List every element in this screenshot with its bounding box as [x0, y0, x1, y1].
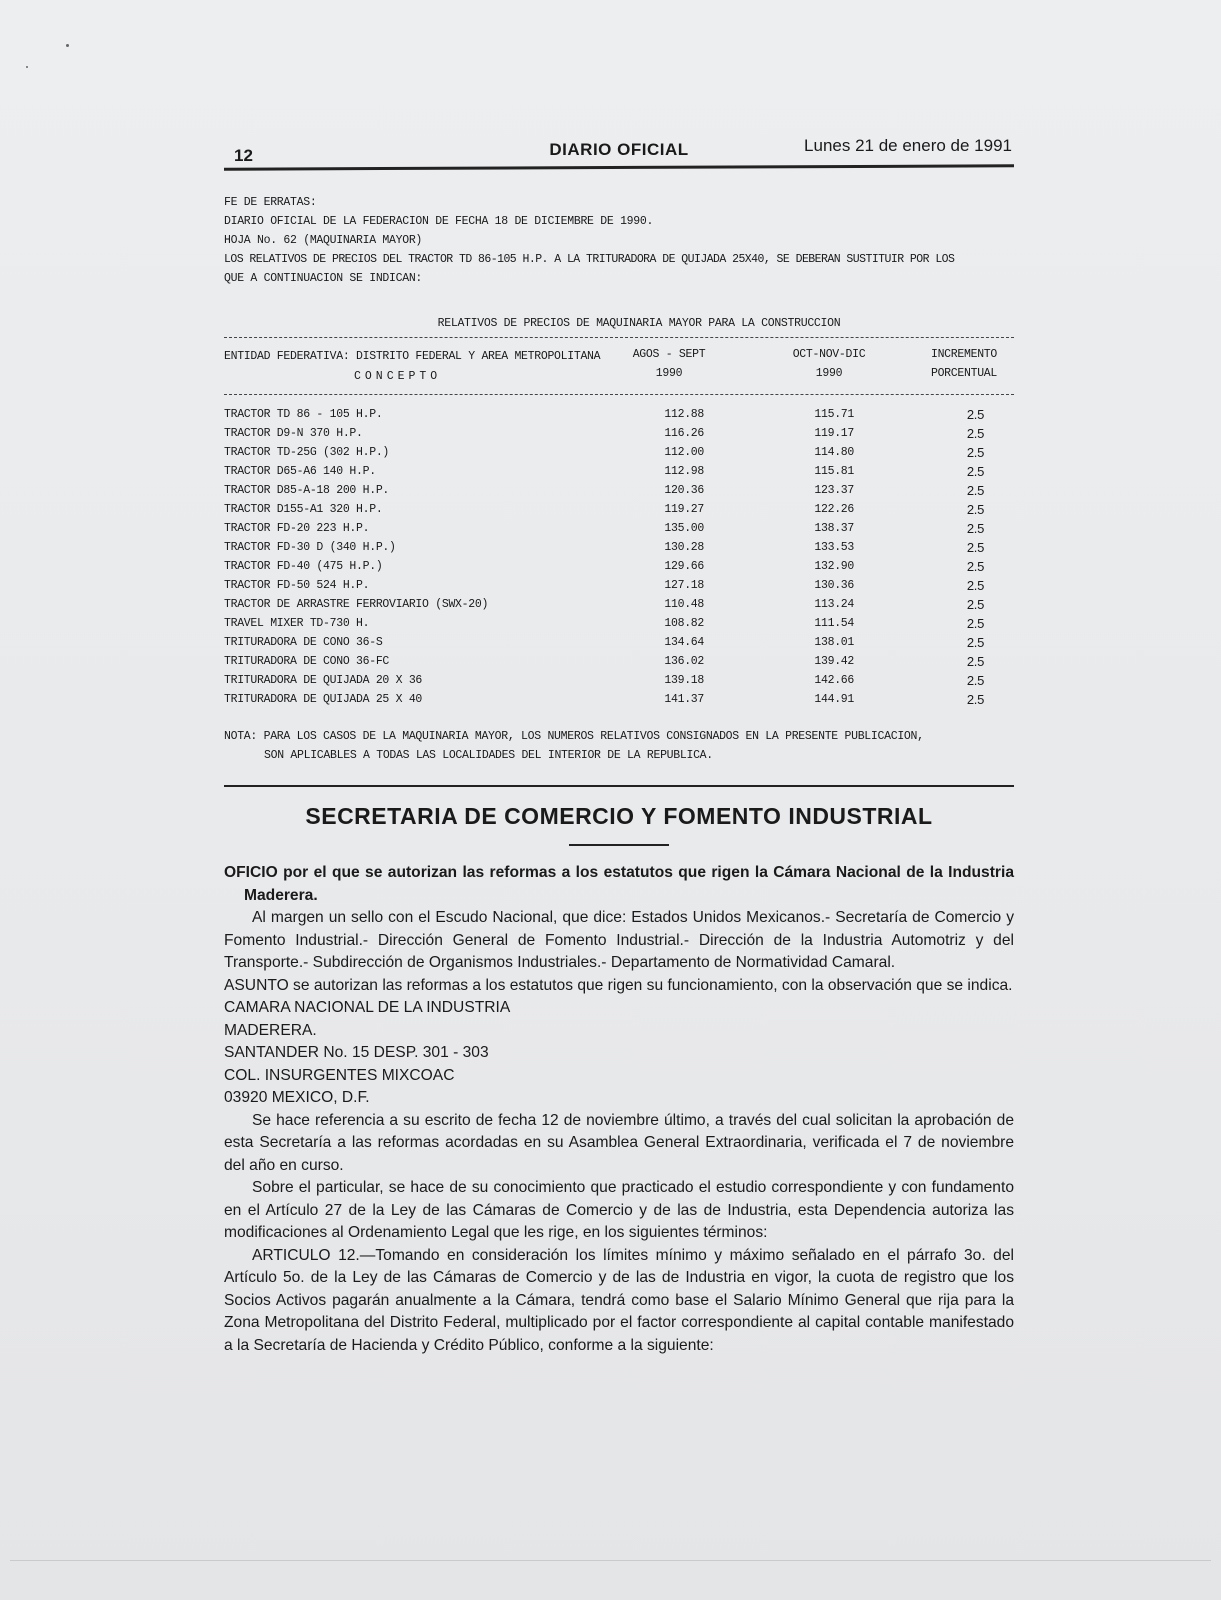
oct-nov-dic-value: 138.37 [814, 522, 854, 535]
header-rule [224, 164, 1014, 170]
concept-cell: TRACTOR FD-50 524 H.P. [224, 579, 370, 592]
oct-nov-dic-value: 119.17 [814, 427, 854, 440]
errata-block [224, 193, 1014, 288]
increment-value: 2.5 [966, 502, 984, 517]
concept-cell: TRACTOR FD-20 223 H.P. [224, 522, 370, 535]
document-body [224, 862, 1014, 1357]
increment-value: 2.5 [966, 483, 984, 498]
publication-date: Lunes 21 de enero de 1991 [804, 136, 1012, 155]
nota-line: SON APLICABLES A TODAS LAS LOCALIDADES DEL INTERIOR DE LA REPUBLICA. [264, 749, 713, 762]
increment-value: 2.5 [966, 407, 984, 422]
table-row [224, 652, 1014, 671]
oct-nov-dic-value: 114.80 [814, 446, 854, 459]
concept-cell: TRACTOR D85-A-18 200 H.P. [224, 484, 390, 497]
oct-nov-dic-value: 142.66 [814, 674, 854, 687]
agos-sept-value: 108.82 [664, 617, 704, 630]
oficio-heading: OFICIO por el que se autorizan las reformas a los estatutos que rigen la Cámara Nacional de la Industria Maderera. [224, 864, 1014, 904]
section-rule [224, 785, 1014, 787]
concept-cell: TRAVEL MIXER TD-730 H. [224, 617, 370, 630]
address-line: COL. INSURGENTES MIXCOAC [224, 1066, 455, 1084]
agos-sept-value: 136.02 [664, 655, 704, 668]
increment-value: 2.5 [966, 654, 984, 669]
table-row [224, 671, 1014, 690]
agos-sept-value: 120.36 [664, 484, 704, 497]
publication-title: DIARIO OFICIAL [549, 140, 689, 159]
agos-sept-value: 110.48 [664, 598, 704, 611]
table-header [224, 342, 1014, 390]
oct-nov-dic-value: 144.91 [814, 693, 854, 706]
paper-speck [26, 66, 28, 68]
agos-sept-value: 134.64 [664, 636, 704, 649]
table-row [224, 424, 1014, 443]
table-row [224, 614, 1014, 633]
col-header-line: PORCENTUAL [930, 367, 997, 380]
nota-line: NOTA: PARA LOS CASOS DE LA MAQUINARIA MAYOR, LOS NUMEROS RELATIVOS CONSIGNADOS EN LA PRESENTE PUBLICACION, [224, 730, 924, 743]
agos-sept-value: 129.66 [664, 560, 704, 573]
address-line: CAMARA NACIONAL DE LA INDUSTRIA [224, 999, 511, 1016]
col-incremento-header [914, 345, 1014, 383]
body-paragraph: Sobre el particular, se hace de su conocimiento que practicado el estudio correspondiente y con fundamento en el Artículo 27 de la Ley de las Cámaras de Comercio y de las de Industria, esta Dependencia autoriza las modificaciones al Ordenamiento Legal que les rige, en los siguientes términos: [224, 1179, 1014, 1241]
table-row [224, 557, 1014, 576]
oct-nov-dic-value: 123.37 [814, 484, 854, 497]
concept-cell: TRACTOR D65-A6 140 H.P. [224, 465, 376, 478]
col-header-line: 1990 [655, 367, 683, 380]
increment-value: 2.5 [966, 616, 984, 631]
errata-line: HOJA No. 62 (MAQUINARIA MAYOR) [224, 234, 423, 247]
table-row [224, 405, 1014, 424]
address-line: SANTANDER No. 15 DESP. 301 - 303 [224, 1044, 489, 1061]
concept-cell: TRITURADORA DE CONO 36-S [224, 636, 383, 649]
increment-value: 2.5 [966, 673, 984, 688]
asunto-paragraph: ASUNTO se autorizan las reformas a los estatutos que rigen su funcionamiento, con la observación que se indica. [224, 976, 1013, 994]
increment-value: 2.5 [966, 464, 984, 479]
increment-value: 2.5 [966, 692, 984, 707]
errata-line: QUE A CONTINUACION SE INDICAN: [224, 272, 423, 285]
table-row [224, 633, 1014, 652]
concept-cell: TRITURADORA DE QUIJADA 20 X 36 [224, 674, 423, 687]
agos-sept-value: 112.98 [664, 465, 704, 478]
concept-cell: TRACTOR FD-30 D (340 H.P.) [224, 541, 396, 554]
errata-line: DIARIO OFICIAL DE LA FEDERACION DE FECHA 18 DE DICIEMBRE DE 1990. [224, 215, 654, 228]
table-title: RELATIVOS DE PRECIOS DE MAQUINARIA MAYOR PARA LA CONSTRUCCION [437, 317, 841, 330]
body-paragraph: Se hace referencia a su escrito de fecha 12 de noviembre último, a través del cual solicitan la aprobación de esta Secretaría a las reformas acordadas en su Asamblea General Extraordinaria, verificada el 7 de noviembre del año en curso. [224, 1111, 1014, 1174]
agos-sept-value: 141.37 [664, 693, 704, 706]
errata-line: LOS RELATIVOS DE PRECIOS DEL TRACTOR TD 86-105 H.P. A LA TRITURADORA DE QUIJADA 25X40, SE DEBERAN SUSTITUIR POR LOS [224, 253, 955, 266]
table-row [224, 595, 1014, 614]
oct-nov-dic-value: 113.24 [814, 598, 854, 611]
table-row [224, 462, 1014, 481]
address-line: MADERERA. [224, 1021, 317, 1039]
agos-sept-value: 127.18 [664, 579, 704, 592]
concept-cell: TRACTOR D9-N 370 H.P. [224, 427, 363, 440]
col-oct-nov-dic-header [784, 345, 874, 383]
table-body [224, 405, 1014, 709]
increment-value: 2.5 [966, 426, 984, 441]
page-number: 12 [234, 146, 253, 165]
increment-value: 2.5 [966, 445, 984, 460]
increment-value: 2.5 [966, 559, 984, 574]
oct-nov-dic-value: 115.81 [814, 465, 854, 478]
concept-cell: TRITURADORA DE CONO 36-FC [224, 655, 390, 668]
agos-sept-value: 112.88 [664, 408, 704, 421]
table-top-rule [224, 337, 1014, 338]
oct-nov-dic-value: 130.36 [814, 579, 854, 592]
errata-line: FE DE ERRATAS: [224, 196, 317, 209]
col-header-line: 1990 [815, 367, 843, 380]
oct-nov-dic-value: 132.90 [814, 560, 854, 573]
col-agos-sept-header [624, 345, 714, 383]
agos-sept-value: 139.18 [664, 674, 704, 687]
col-header-line: INCREMENTO [930, 348, 997, 361]
agos-sept-value: 116.26 [664, 427, 704, 440]
table-row [224, 500, 1014, 519]
concept-cell: TRACTOR TD 86 - 105 H.P. [224, 408, 383, 421]
paper-speck [66, 44, 69, 47]
document-page [224, 130, 1014, 1357]
increment-value: 2.5 [966, 540, 984, 555]
page-bottom-edge [10, 1560, 1211, 1561]
increment-value: 2.5 [966, 635, 984, 650]
nota-block [224, 727, 1014, 765]
increment-value: 2.5 [966, 521, 984, 536]
agos-sept-value: 135.00 [664, 522, 704, 535]
oct-nov-dic-value: 139.42 [814, 655, 854, 668]
table-row [224, 443, 1014, 462]
margen-paragraph: Al margen un sello con el Escudo Nacional, que dice: Estados Unidos Mexicanos.- Secretaría de Comercio y Fomento Industrial.- Dirección General de Fomento Industrial.- Dirección de la Industria Automotriz y del Transporte.- Subdirección de Organismos Industriales.- Departamento de Normatividad Camaral. [224, 909, 1014, 971]
agos-sept-value: 119.27 [664, 503, 704, 516]
section-short-rule [569, 844, 669, 846]
table-row [224, 576, 1014, 595]
table-row [224, 481, 1014, 500]
oct-nov-dic-value: 138.01 [814, 636, 854, 649]
table-header-rule [224, 394, 1014, 395]
oct-nov-dic-value: 111.54 [814, 617, 854, 630]
concept-cell: TRACTOR TD-25G (302 H.P.) [224, 446, 390, 459]
oct-nov-dic-value: 115.71 [814, 408, 854, 421]
page-header [224, 130, 1014, 164]
concept-cell: TRITURADORA DE QUIJADA 25 X 40 [224, 693, 423, 706]
entity-label: ENTIDAD FEDERATIVA: DISTRITO FEDERAL Y AREA METROPOLITANA [224, 350, 601, 363]
concept-label: CONCEPTO [354, 370, 442, 383]
section-title: SECRETARIA DE COMERCIO Y FOMENTO INDUSTRIAL [305, 803, 933, 829]
oct-nov-dic-value: 133.53 [814, 541, 854, 554]
table-row [224, 690, 1014, 709]
concept-cell: TRACTOR DE ARRASTRE FERROVIARIO (SWX-20) [224, 598, 489, 611]
increment-value: 2.5 [966, 597, 984, 612]
col-header-line: OCT-NOV-DIC [792, 348, 866, 361]
oct-nov-dic-value: 122.26 [814, 503, 854, 516]
article-paragraph: ARTICULO 12.—Tomando en consideración los límites mínimo y máximo señalado en el párrafo 3o. del Artículo 5o. de la Ley de las Cámaras de Comercio y de las de Industria en vigor, la cuota de registro que los Socios Activos pagarán anualmente a la Cámara, tendrá como base el Salario Mínimo General que rija para la Zona Metropolitana del Distrito Federal, multiplicado por el factor correspondiente al capital contable manifestado a la Secretaría de Hacienda y Crédito Público, conforme a la siguiente: [224, 1246, 1014, 1354]
address-line: 03920 MEXICO, D.F. [224, 1089, 370, 1106]
table-row [224, 538, 1014, 557]
agos-sept-value: 130.28 [664, 541, 704, 554]
concept-cell: TRACTOR D155-A1 320 H.P. [224, 503, 383, 516]
col-header-line: AGOS - SEPT [632, 348, 706, 361]
table-row [224, 519, 1014, 538]
concept-cell: TRACTOR FD-40 (475 H.P.) [224, 560, 383, 573]
increment-value: 2.5 [966, 578, 984, 593]
agos-sept-value: 112.00 [664, 446, 704, 459]
